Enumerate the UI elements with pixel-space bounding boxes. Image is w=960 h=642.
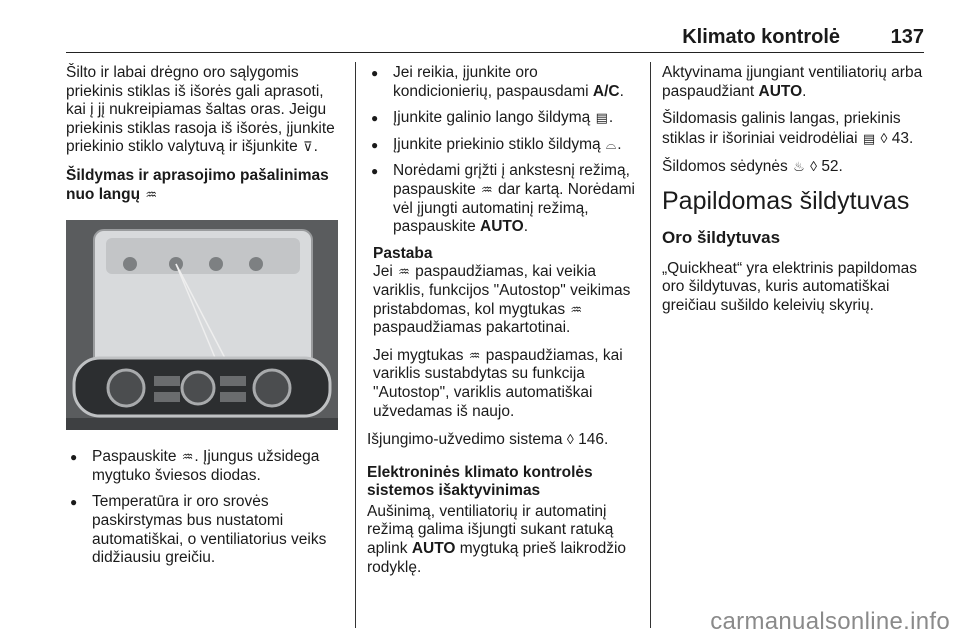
defrost-icon: ♒	[181, 449, 194, 465]
defrost-icon: ♒	[145, 186, 158, 202]
defrost-icon: ♒	[570, 301, 583, 317]
column-divider	[355, 62, 356, 628]
column-divider	[650, 62, 651, 628]
subsection-title: Oro šildytuvas	[662, 227, 781, 247]
climate-panel-illustration	[66, 220, 338, 430]
wiper-icon: ⊽	[303, 139, 313, 155]
list-item: ● Paspauskite ♒. Įjungus užsidega mygtuko šviesos diodas.	[66, 448, 344, 485]
heated-seat-icon: ♨	[793, 159, 805, 175]
windscreen-heating-icon: ⌓	[605, 136, 617, 152]
list-item: ● Įjunkite priekinio stiklo šildymą ⌓.	[367, 136, 639, 155]
page-header	[66, 26, 924, 53]
list-item: ● Įjunkite galinio lango šildymą ▤.	[367, 109, 639, 128]
section-subhead: Šildymas ir aprasojimo pašalinimas nuo langų ♒	[66, 166, 329, 203]
body-paragraph: Aušinimą, ventiliatorių ir automatinį režimą galima išjungti sukant ratuką aplink AUTO mygtuką prieš laikrodžio rodyklę.	[367, 502, 627, 576]
reference-arrow-icon: ◊	[880, 129, 888, 146]
column-right	[662, 64, 932, 324]
intro-paragraph: Šilto ir labai drėgno oro sąlygomis priekinis stiklas iš išorės gali aprasoti, kai į jį nukreipiamas šaltas oras. Jeigu priekinis stiklas rasoja iš išorės, įjunkite priekinio stiklo valytuvą ir išjunkite ⊽.	[66, 64, 335, 156]
reference-arrow-icon: ◊	[810, 158, 817, 175]
cross-reference[interactable]: Išjungimo-užvedimo sistema ◊ 146.	[367, 431, 609, 449]
note-title: Pastaba	[373, 244, 433, 262]
section-title: Papildomas šildytuvas	[662, 186, 910, 215]
page-number: 137	[890, 26, 924, 48]
note-block	[367, 245, 639, 421]
defrost-icon: ♒	[468, 347, 481, 363]
body-paragraph: „Quickheat“ yra elektrinis papildomas oro šildytuvas, kuris automatiškai greičiau sušildo keleivių skyrių.	[662, 259, 917, 314]
list-item: ● Norėdami grįžti į ankstesnį režimą, paspauskite ♒ dar kartą. Norėdami vėl įjungti automatinį režimą, paspauskite AUTO.	[367, 162, 639, 236]
rear-window-heating-icon: ▤	[595, 110, 608, 126]
chapter-title: Klimato kontrolė	[682, 26, 840, 48]
climate-control-panel-photo	[66, 220, 338, 430]
defrost-icon: ♒	[481, 181, 493, 197]
note-paragraph: Jei mygtukas ♒ paspaudžiamas, kai variklis sustabdytas su funkcija "Autostop", variklis automatiškai užvedamas iš naujo.	[373, 346, 623, 420]
watermark: carmanualsonline.info	[710, 608, 950, 635]
reference-arrow-icon: ◊	[566, 431, 574, 448]
list-item: ● Jei reikia, įjunkite oro kondicionierių, paspausdami A/C.	[367, 64, 639, 101]
cross-reference[interactable]: Šildomasis galinis langas, priekinis stiklas ir išoriniai veidrodėliai ▤ ◊ 43.	[662, 110, 914, 147]
note-paragraph: Jei ♒ paspaudžiamas, kai veikia variklis, funkcijos "Autostop" veikimas pristabdomas, kol mygtukas ♒ paspaudžiamas pakartotinai.	[373, 263, 631, 337]
defrost-icon: ♒	[398, 264, 410, 280]
column-left	[66, 64, 344, 576]
list-item: ● Temperatūra ir oro srovės paskirstymas bus nustatomi automatiškai, o ventiliatorius veiks didžiausiu greičiu.	[66, 493, 344, 567]
body-paragraph: Aktyvinama įjungiant ventiliatorių arba paspaudžiant AUTO.	[662, 64, 923, 100]
section-subhead: Elektroninės klimato kontrolės sistemos išaktyvinimas	[367, 463, 593, 500]
cross-reference[interactable]: Šildomos sėdynės ♨ ◊ 52.	[662, 158, 843, 176]
column-middle	[367, 64, 639, 586]
rear-window-heating-icon: ▤	[862, 130, 876, 146]
